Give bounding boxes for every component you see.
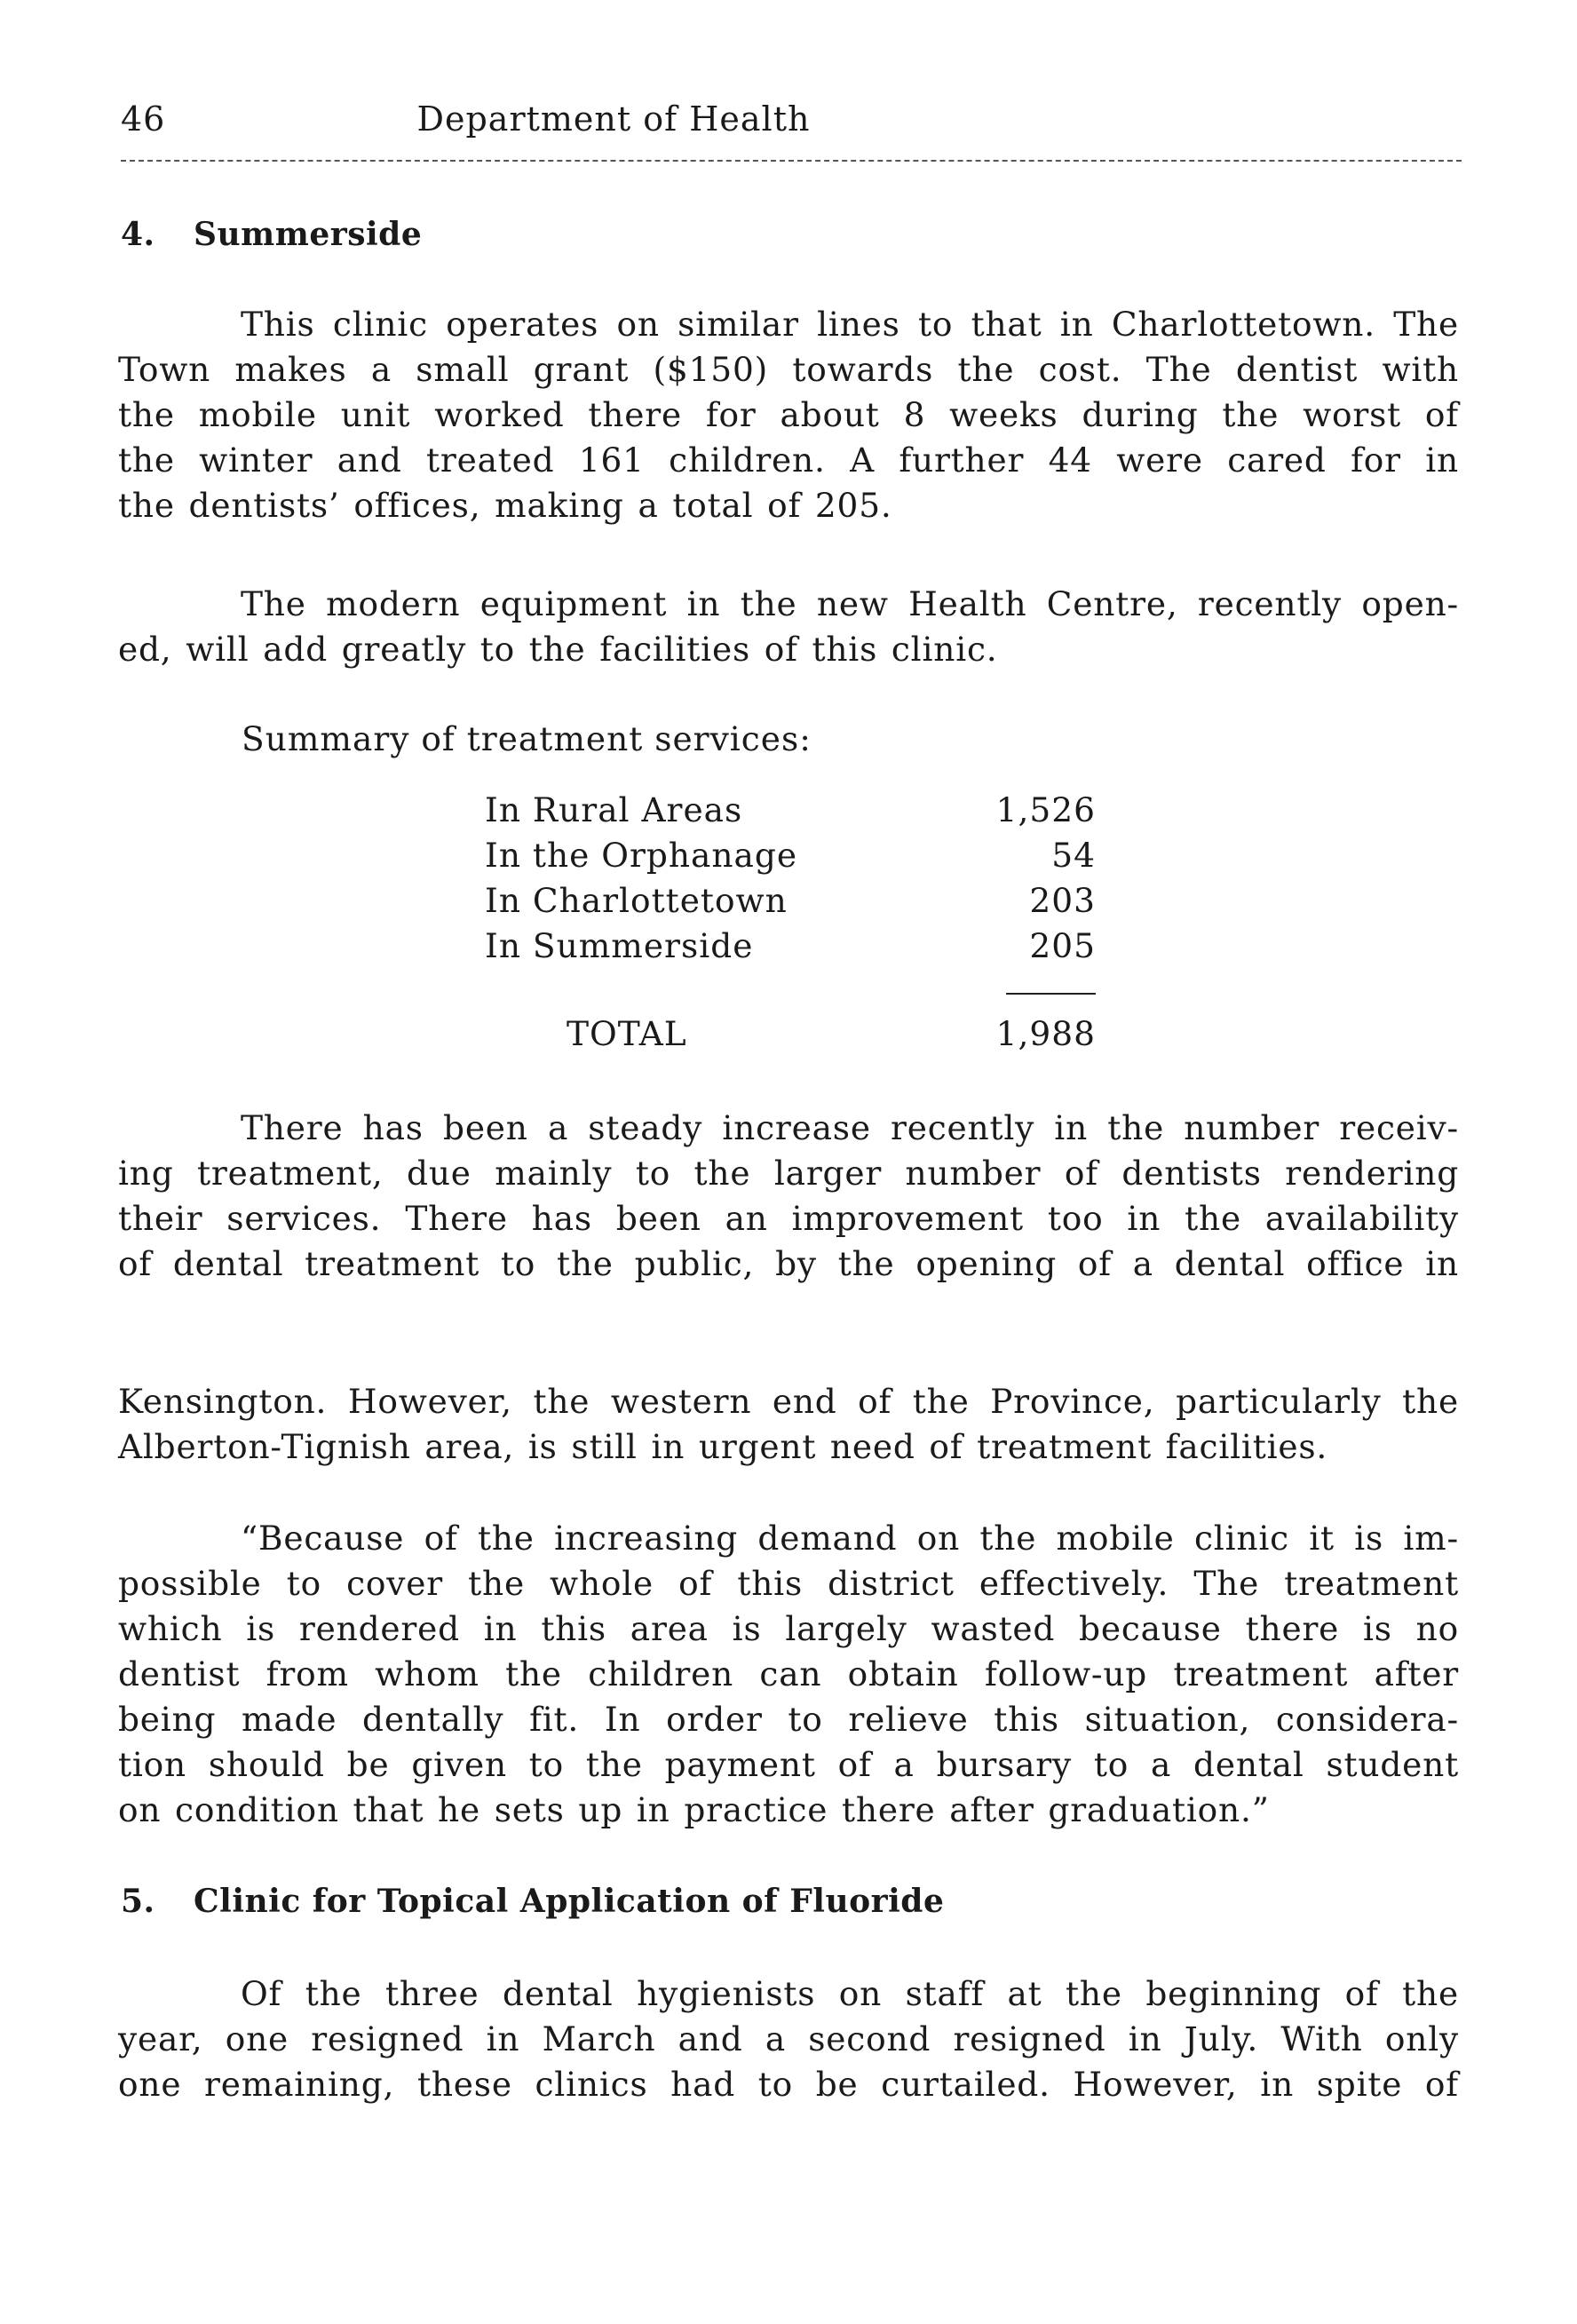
section-heading-fluoride [121,1883,944,1920]
row-label: In Charlottetown [485,881,788,920]
text-line: Town makes a small grant ($150) towards the cost. The dentist with [118,350,1459,389]
text-line: on condition that he sets up in practice there after graduation.” [118,1790,1270,1829]
running-title: Department of Health [416,99,811,139]
page-number: 46 [121,99,166,139]
header-rule [121,160,1462,162]
total-label: TOTAL [567,1014,687,1053]
row-label: In Summerside [485,926,754,965]
text-line: There has been a steady increase recently in the number receiv- [241,1108,1459,1147]
section-title: Clinic for Topical Application of Fluoride [194,1883,945,1920]
row-label: In the Orphanage [485,836,798,875]
text-line: one remaining, these clinics had to be curtailed. However, in spite of [118,2065,1459,2104]
table-row [485,881,1106,926]
text-line: year, one resigned in March and a second resigned in July. With only [118,2019,1459,2058]
text-line: the dentists’ offices, making a total of 205. [118,486,892,525]
text-line: their services. There has been an improvement too in the availability [118,1199,1459,1238]
table-row [485,926,1106,972]
paragraph-summerside-clinic [118,302,1459,528]
text-line: the winter and treated 161 children. A further 44 were cared for in [118,440,1459,480]
text-line: dentist from whom the children can obtain follow-up treatment after [118,1654,1459,1693]
row-value: 54 [1051,836,1096,875]
paragraph-steady-increase [118,1106,1459,1287]
treatment-summary-table [485,790,1106,972]
table-row [485,836,1106,881]
paragraph-quotation [118,1516,1459,1833]
section-number: 4. [121,216,155,253]
row-value: 1,526 [995,790,1096,829]
text-line: being made dentally fit. In order to relieve this situation, considera- [118,1700,1459,1739]
page-header [121,99,1462,153]
text-line: possible to cover the whole of this district effectively. The treatment [118,1564,1459,1603]
paragraph-dental-hygienists [118,1971,1459,2107]
paragraph-health-centre [118,582,1459,672]
section-number: 5. [121,1883,155,1920]
text-line: Kensington. However, the western end of the Province, particularly the [118,1382,1459,1421]
section-title: Summerside [194,216,423,253]
text-line: ed, will add greatly to the facilities of this clinic. [118,630,998,669]
table-total-row [485,1014,1106,1059]
row-value: 203 [1029,881,1096,920]
text-line: Alberton-Tignish area, is still in urgent need of treatment facilities. [118,1427,1328,1466]
row-label: In Rural Areas [485,790,743,829]
section-heading-summerside [121,216,422,253]
text-line: ing treatment, due mainly to the larger number of dentists rendering [118,1154,1459,1193]
table-row [485,790,1106,836]
text-line: The modern equipment in the new Health Centre, recently open- [241,584,1459,623]
paragraph-kensington [118,1379,1459,1470]
total-rule [1006,993,1096,995]
text-line: which is rendered in this area is largely wasted because there is no [118,1609,1459,1648]
text-line: “Because of the increasing demand on the mobile clinic it is im- [241,1519,1459,1558]
text-line: the mobile unit worked there for about 8 weeks during the worst of [118,395,1459,434]
text-line: Of the three dental hygienists on staff at the beginning of the [241,1974,1459,2013]
text-line: This clinic operates on similar lines to that in Charlottetown. The [241,305,1459,344]
text-line: of dental treatment to the public, by the opening of a dental office in [118,1244,1459,1283]
row-value: 205 [1029,926,1096,965]
text-line: tion should be given to the payment of a bursary to a dental student [118,1745,1459,1784]
total-value: 1,988 [995,1014,1096,1053]
summary-intro: Summary of treatment services: [242,719,812,758]
